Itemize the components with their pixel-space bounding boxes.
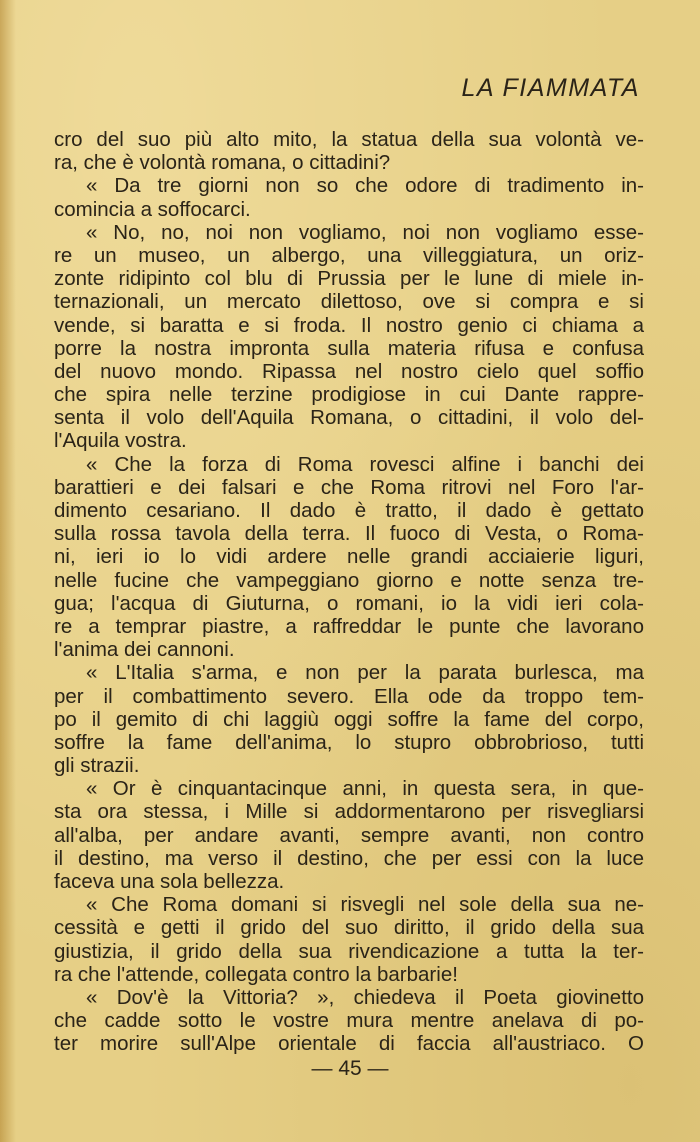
text-line: soffre la fame dell'anima, lo stupro obbrobrioso, tutti: [54, 730, 644, 754]
text-line: « Che la forza di Roma rovesci alfine i banchi dei: [86, 452, 644, 476]
text-line: ra, che è volontà romana, o cittadini?: [54, 151, 391, 175]
text-line: nelle fucine che vampeggiano giorno e notte senza tre-: [54, 568, 644, 592]
text-line: « Dov'è la Vittoria? », chiedeva il Poeta giovinetto: [86, 985, 644, 1009]
text-line: re un museo, un albergo, una villeggiatura, un oriz-: [54, 243, 644, 267]
text-line: gli strazii.: [54, 754, 140, 778]
text-line: po il gemito di chi laggiù oggi soffre la fame del corpo,: [54, 707, 644, 731]
text-line: per il combattimento severo. Ella ode da troppo tem-: [54, 684, 644, 708]
text-line: che cadde sotto le vostre mura mentre anelava di po-: [54, 1009, 644, 1033]
text-line: « L'Italia s'arma, e non per la parata burlesca, ma: [86, 661, 644, 685]
text-line: comincia a soffocarci.: [54, 197, 251, 221]
text-line: cro del suo più alto mito, la statua della sua volontà ve-: [54, 128, 644, 151]
text-line: « Or è cinquantacinque anni, in questa sera, in que-: [86, 777, 644, 801]
text-line: che spira nelle terzine prodigiose in cui Dante rappre-: [54, 383, 644, 407]
text-line: l'Aquila vostra.: [54, 429, 187, 453]
text-line: zonte ridipinto col blu di Prussia per le lune di miele in-: [54, 267, 644, 291]
text-line: il destino, ma verso il destino, che per essi con la luce: [54, 846, 644, 870]
running-title: LA FIAMMATA: [461, 74, 640, 102]
text-line: sulla rossa tavola della terra. Il fuoco di Vesta, o Roma-: [54, 522, 644, 546]
text-line: porre la nostra impronta sulla materia rifusa e confusa: [54, 336, 644, 360]
text-line: gua; l'acqua di Giuturna, o romani, io la vidi ieri cola-: [54, 591, 644, 615]
text-line: sta ora stessa, i Mille si addormentarono per risvegliarsi: [54, 800, 644, 824]
text-line: faceva una sola bellezza.: [54, 870, 285, 893]
text-line: barattieri e dei falsari e che Roma ritrovi nel Foro l'ar-: [54, 475, 644, 499]
text-line: « Che Roma domani si risvegli nel sole della sua ne-: [86, 893, 644, 917]
text-line: del nuovo mondo. Ripassa nel nostro cielo quel soffio: [54, 359, 644, 383]
text-line: senta il volo dell'Aquila Romana, o cittadini, il volo del-: [54, 406, 644, 430]
page-edge-shadow: [0, 0, 16, 1142]
text-line: « Da tre giorni non so che odore di tradimento in-: [86, 174, 644, 198]
text-line: ni, ieri io lo vidi ardere nelle grandi acciaierie liguri,: [54, 545, 644, 569]
text-line: cessità e getti il grido del suo diritto, il grido della sua: [54, 916, 644, 940]
text-line: vende, si baratta e si froda. Il nostro genio ci chiama a: [54, 313, 644, 337]
text-line: ra che l'attende, collegata contro la barbarie!: [54, 962, 458, 986]
text-line: ternazionali, un mercato dilettoso, ove si compra e si: [54, 290, 644, 314]
text-line: all'alba, per andare avanti, sempre avanti, non contro: [54, 823, 644, 847]
text-line: re a temprar piastre, a raffreddar le punte che lavorano: [54, 614, 644, 638]
text-line: giustizia, il grido della sua rivendicazione a tutta la ter-: [54, 939, 644, 963]
body-text: [54, 128, 644, 1056]
text-line: ter morire sull'Alpe orientale di faccia all'austriaco. O: [54, 1032, 644, 1056]
text-line: dimento cesariano. Il dado è tratto, il dado è gettato: [54, 499, 644, 522]
text-line: l'anima dei cannoni.: [54, 638, 235, 662]
page-number: — 45 —: [311, 1057, 389, 1080]
text-line: « No, no, noi non vogliamo, noi non vogliamo esse-: [86, 220, 644, 244]
